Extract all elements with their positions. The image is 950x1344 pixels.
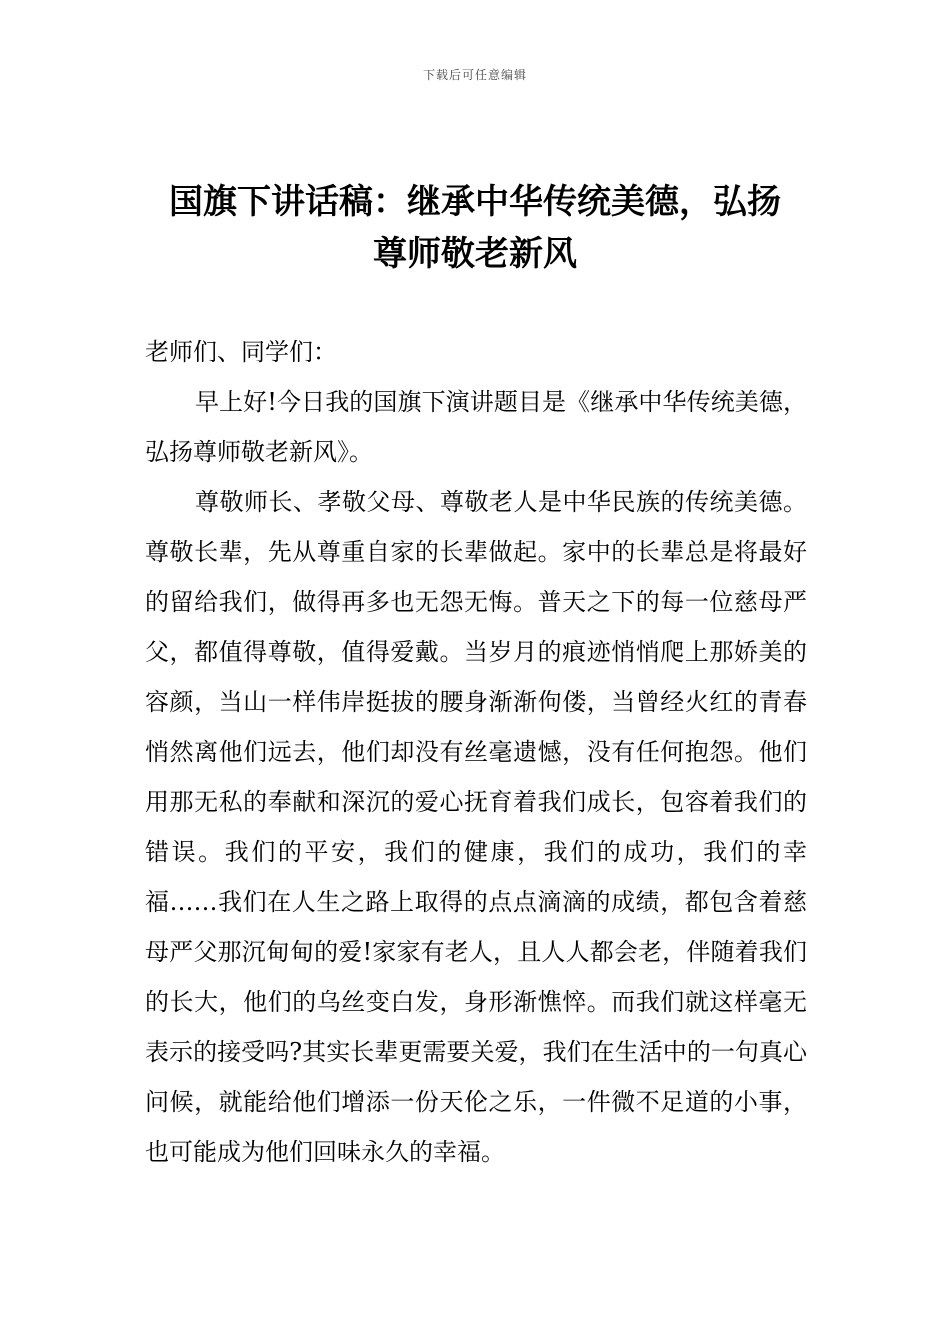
- title-line-2: 尊师敬老新风: [373, 234, 577, 274]
- paragraph-main: 尊敬师长、孝敬父母、尊敬老人是中华民族的传统美德。尊敬长辈，先从尊重自家的长辈做起。家中的长辈总是将最好的留给我们，做得再多也无怨无悔。普天之下的每一位慈母严父，都值得尊敬，值得爱戴。当岁月的痕迹悄悄爬上那娇美的容颜，当山一样伟岸挺拔的腰身渐渐佝偻，当曾经火红的青春悄然离他们远去，他们却没有丝毫遗憾，没有任何抱怨。他们用那无私的奉献和深沉的爱心抚育着我们成长，包容着我们的错误。我们的平安，我们的健康，我们的成功，我们的幸福……我们在人生之路上取得的点点滴滴的成绩，都包含着慈母严父那沉甸甸的爱!家家有老人，且人人都会老，伴随着我们的长大，他们的乌丝变白发，身形渐憔悴。而我们就这样毫无表示的接受吗?其实长辈更需要关爱，我们在生活中的一句真心问候，就能给他们增添一份天伦之乐，一件微不足道的小事，也可能成为他们回味永久的幸福。: [145, 488, 807, 1166]
- title-line-1: 国旗下讲话稿：继承中华传统美德，弘扬: [169, 182, 781, 222]
- salutation: 老师们、同学们：: [145, 338, 337, 366]
- header-note: 下载后可任意编辑: [422, 68, 527, 82]
- document-title: [140, 176, 810, 280]
- paragraph-greeting: 早上好!今日我的国旗下演讲题目是《继承中华传统美德，弘扬尊师敬老新风》。: [145, 388, 807, 466]
- document-body: [145, 327, 807, 1177]
